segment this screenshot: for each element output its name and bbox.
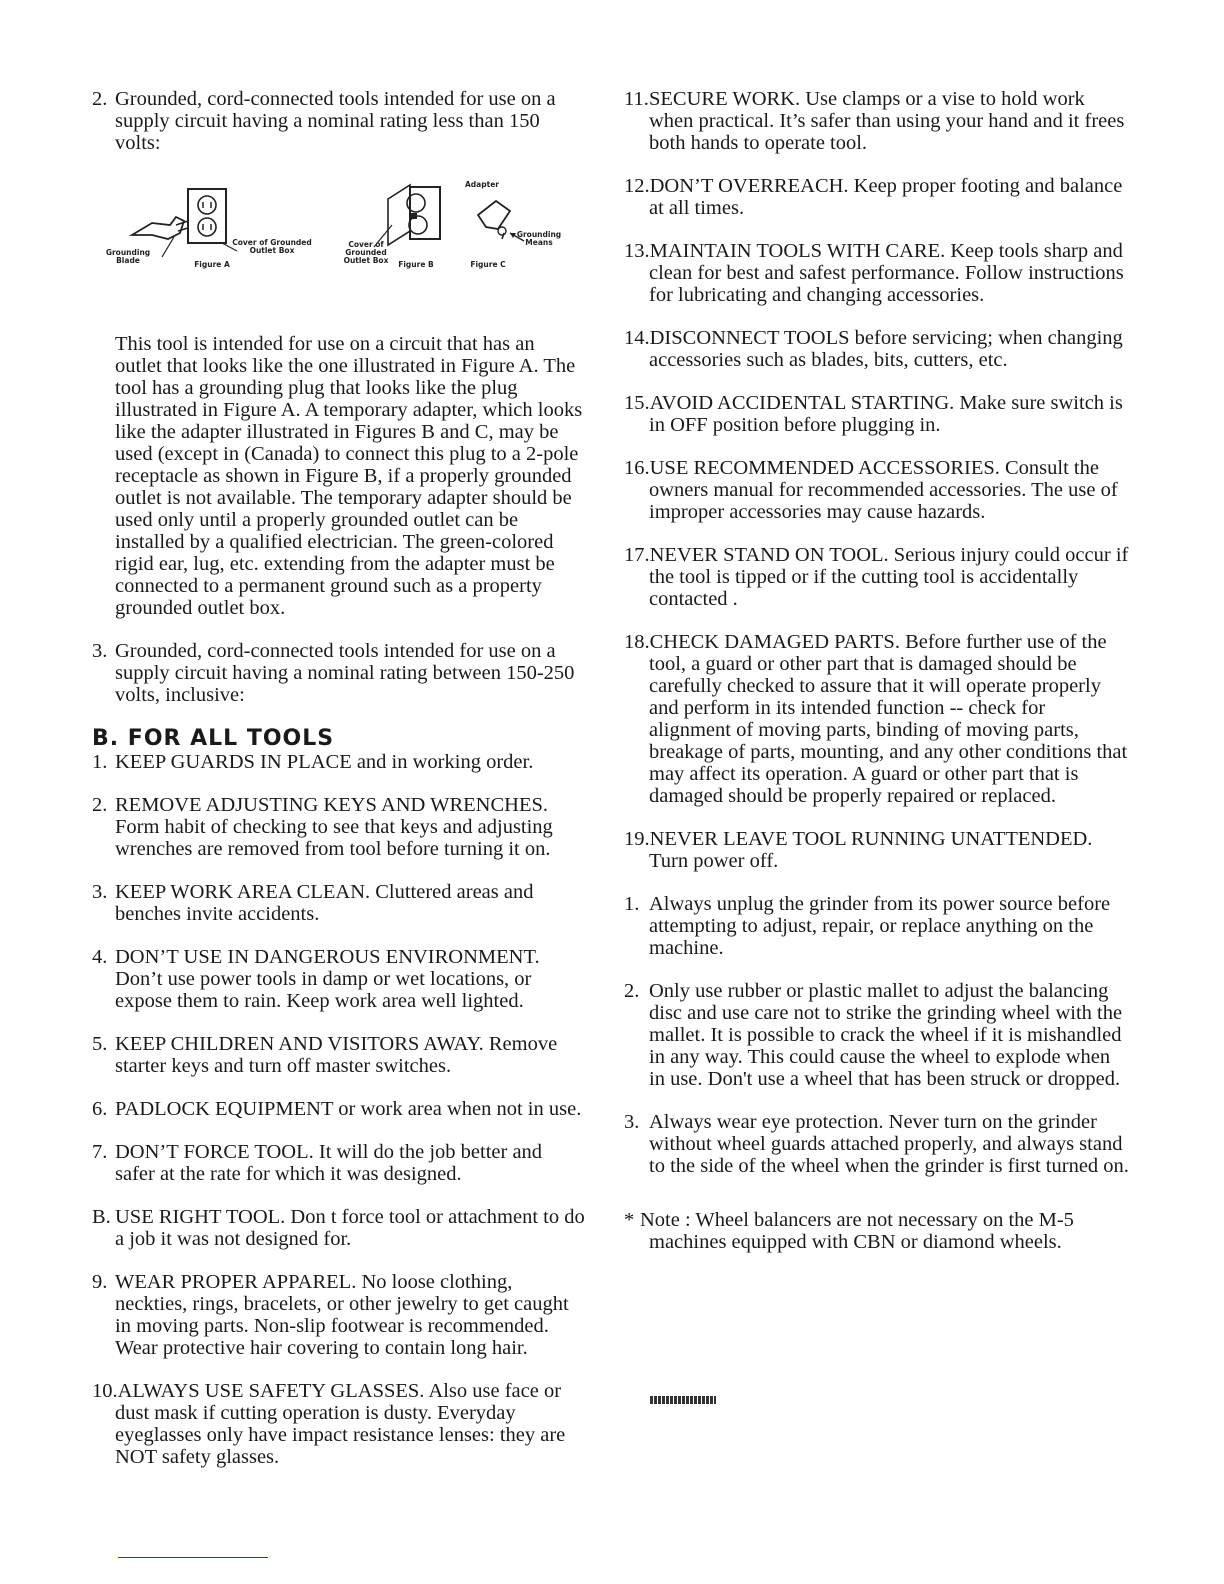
label-cover-a: Cover of Grounded Outlet Box bbox=[232, 238, 312, 255]
list-item bbox=[92, 88, 586, 154]
list-item bbox=[92, 1033, 586, 1077]
item-text: NEVER LEAVE TOOL RUNNING UNATTENDED. Turn power off. bbox=[649, 828, 1093, 872]
label-figure-a: Figure A bbox=[194, 260, 230, 269]
list-item bbox=[92, 640, 586, 706]
item-number: 7. bbox=[92, 1141, 108, 1163]
item-text: Only use rubber or plastic mallet to adjust the balancing disc and use care not to strike the grinding wheel with the mallet. It is possible to crack the wheel if it is mishandled in any way. This could cause the wheel to explode when in use. Don't use a wheel that has been struck or dropped. bbox=[649, 980, 1123, 1090]
page-mark bbox=[650, 1396, 716, 1404]
item-text: USE RIGHT TOOL. Don t force tool or attachment to do a job it was not designed for. bbox=[115, 1206, 585, 1250]
item-number: 17. bbox=[624, 544, 650, 566]
list-item bbox=[624, 631, 1130, 807]
left-column bbox=[92, 88, 586, 1489]
item-number: 16. bbox=[624, 457, 650, 479]
list-item bbox=[92, 1271, 586, 1359]
grounding-plug-icon bbox=[132, 217, 184, 239]
item-number: 2. bbox=[92, 794, 108, 816]
item-number: B. bbox=[92, 1206, 111, 1228]
grounding-figure bbox=[92, 175, 586, 315]
item-number: 4. bbox=[92, 946, 108, 968]
list-item bbox=[624, 457, 1130, 523]
label-figure-b: Figure B bbox=[398, 260, 434, 269]
item-number: 11. bbox=[624, 88, 649, 110]
section-heading: B. FOR ALL TOOLS bbox=[92, 726, 335, 751]
item-text: Grounded, cord-connected tools intended for use on a supply circuit having a nominal rating less than 150 volts: bbox=[115, 88, 556, 154]
item-number: 3. bbox=[92, 640, 108, 662]
note bbox=[624, 1209, 1130, 1253]
list-item bbox=[624, 175, 1130, 219]
item-text: WEAR PROPER APPAREL. No loose clothing, neckties, rings, bracelets, or other jewelry to get caught in moving parts. Non-slip footwear is recommended. Wear protective hair covering to contain long hair. bbox=[115, 1271, 569, 1359]
label-grounding-blade: Grounding Blade bbox=[105, 248, 151, 265]
list-item bbox=[92, 946, 586, 1012]
list-item bbox=[92, 1141, 586, 1185]
item-number: 2. bbox=[92, 88, 108, 110]
list-item bbox=[624, 240, 1130, 306]
item-number: 9. bbox=[92, 1271, 108, 1293]
grinder-item bbox=[624, 1111, 1130, 1177]
item-text: KEEP GUARDS IN PLACE and in working order. bbox=[115, 751, 534, 773]
item-number: 19. bbox=[624, 828, 650, 850]
list-item bbox=[92, 794, 586, 860]
item-number: 18. bbox=[624, 631, 650, 653]
item-number: 3. bbox=[92, 881, 108, 903]
list-item bbox=[92, 1206, 586, 1250]
list-item bbox=[92, 751, 586, 773]
label-adapter: Adapter bbox=[465, 180, 499, 189]
item-text: DON’T OVERREACH. Keep proper footing and balance at all times. bbox=[649, 175, 1123, 219]
item-number: 10. bbox=[92, 1380, 118, 1402]
item-number: 1. bbox=[624, 893, 640, 915]
list-item bbox=[624, 828, 1130, 872]
item-text: Always wear eye protection. Never turn on the grinder without wheel guards attached properly, and always stand to the side of the wheel when the grinder is first turned on. bbox=[649, 1111, 1129, 1177]
list-item bbox=[92, 1380, 586, 1468]
item-text: DISCONNECT TOOLS before servicing; when changing accessories such as blades, bits, cutters, etc. bbox=[649, 327, 1123, 371]
grounding-paragraph: This tool is intended for use on a circuit that has an outlet that looks like the one illustrated in Figure A. The tool has a grounding plug that looks like the plug illustrated in Figure A. A temporary adapter, which looks like the adapter illustrated in Figures B and C, may be used (except in (Canada) to connect this plug to a 2-pole receptacle as shown in Figure B, if a properly grounded outlet is not available. The temporary adapter should be used only until a properly grounded outlet can be installed by a qualified electrician. The green-colored rigid ear, lug, etc. extending from the adapter must be connected to a permanent ground such as a property grounded outlet box. bbox=[115, 333, 583, 619]
item-number: 5. bbox=[92, 1033, 108, 1055]
item-text: DON’T FORCE TOOL. It will do the job better and safer at the rate for which it was designed. bbox=[115, 1141, 543, 1185]
right-column bbox=[624, 88, 1130, 1274]
item-number: 13. bbox=[624, 240, 650, 262]
item-text: SECURE WORK. Use clamps or a vise to hold work when practical. It’s safer than using your hand and it frees both hands to operate tool. bbox=[649, 88, 1125, 154]
item-number: 15. bbox=[624, 392, 650, 414]
note-text: Note : Wheel balancers are not necessary on the M-5 machines equipped with CBN or diamond wheels. bbox=[640, 1209, 1074, 1253]
list-item bbox=[92, 1098, 586, 1120]
item-text: PADLOCK EQUIPMENT or work area when not in use. bbox=[115, 1098, 582, 1120]
item-text: KEEP CHILDREN AND VISITORS AWAY. Remove starter keys and turn off master switches. bbox=[115, 1033, 558, 1077]
item-number: 14. bbox=[624, 327, 650, 349]
list-item bbox=[624, 88, 1130, 154]
item-text: NEVER STAND ON TOOL. Serious injury could occur if the tool is tipped or if the cutting tool is accidentally contacted . bbox=[649, 544, 1129, 610]
item-text: KEEP WORK AREA CLEAN. Cluttered areas and benches invite accidents. bbox=[115, 881, 534, 925]
label-cover-b: Cover of Grounded Outlet Box bbox=[343, 240, 389, 265]
list-item bbox=[624, 327, 1130, 371]
grinder-item bbox=[624, 980, 1130, 1090]
item-text: USE RECOMMENDED ACCESSORIES. Consult the owners manual for recommended accessories. The use of improper accessories may cause hazards. bbox=[649, 457, 1118, 523]
outlet-plate-a bbox=[188, 189, 226, 243]
item-number: 6. bbox=[92, 1098, 108, 1120]
item-text: ALWAYS USE SAFETY GLASSES. Also use face or dust mask if cutting operation is dusty. Everyday eyeglasses only have impact resistance lenses: they are NOT safety glasses. bbox=[115, 1380, 566, 1468]
item-number: 12. bbox=[624, 175, 650, 197]
list-item bbox=[624, 392, 1130, 436]
item-text: CHECK DAMAGED PARTS. Before further use of the tool, a guard or other part that is damaged should be carefully checked to assure that it will operate properly and perform in its intended function -- check for alignment of moving parts, binding of moving parts, breakage of parts, mounting, and any other conditions that may affect its operation. A guard or other part that is damaged should be properly repaired or replaced. bbox=[649, 631, 1128, 807]
footnote-rule bbox=[118, 1557, 268, 1558]
item-text: DON’T USE IN DANGEROUS ENVIRONMENT. Don’t use power tools in damp or wet locations, or expose them to rain. Keep work area well lighted. bbox=[115, 946, 540, 1012]
item-text: MAINTAIN TOOLS WITH CARE. Keep tools sharp and clean for best and safest performance. Follow instructions for lubricating and changing accessories. bbox=[649, 240, 1124, 306]
adapter-icon bbox=[478, 201, 510, 229]
list-item bbox=[624, 544, 1130, 610]
item-text: REMOVE ADJUSTING KEYS AND WRENCHES. Form habit of checking to see that keys and adjusting wrenches are removed from tool before turning it on. bbox=[115, 794, 553, 860]
label-grounding-means: Grounding Means bbox=[516, 230, 562, 247]
label-figure-c: Figure C bbox=[470, 260, 506, 269]
item-number: 3. bbox=[624, 1111, 640, 1133]
item-text: AVOID ACCIDENTAL STARTING. Make sure switch is in OFF position before plugging in. bbox=[649, 392, 1123, 436]
note-asterisk: * bbox=[624, 1209, 635, 1231]
item-text: Always unplug the grinder from its power source before attempting to adjust, repair, or replace anything on the machine. bbox=[649, 893, 1111, 959]
grinder-item bbox=[624, 893, 1130, 959]
item-number: 1. bbox=[92, 751, 108, 773]
list-item bbox=[92, 881, 586, 925]
item-number: 2. bbox=[624, 980, 640, 1002]
item-text: Grounded, cord-connected tools intended for use on a supply circuit having a nominal rating between 150-250 volts, inclusive: bbox=[115, 640, 575, 706]
